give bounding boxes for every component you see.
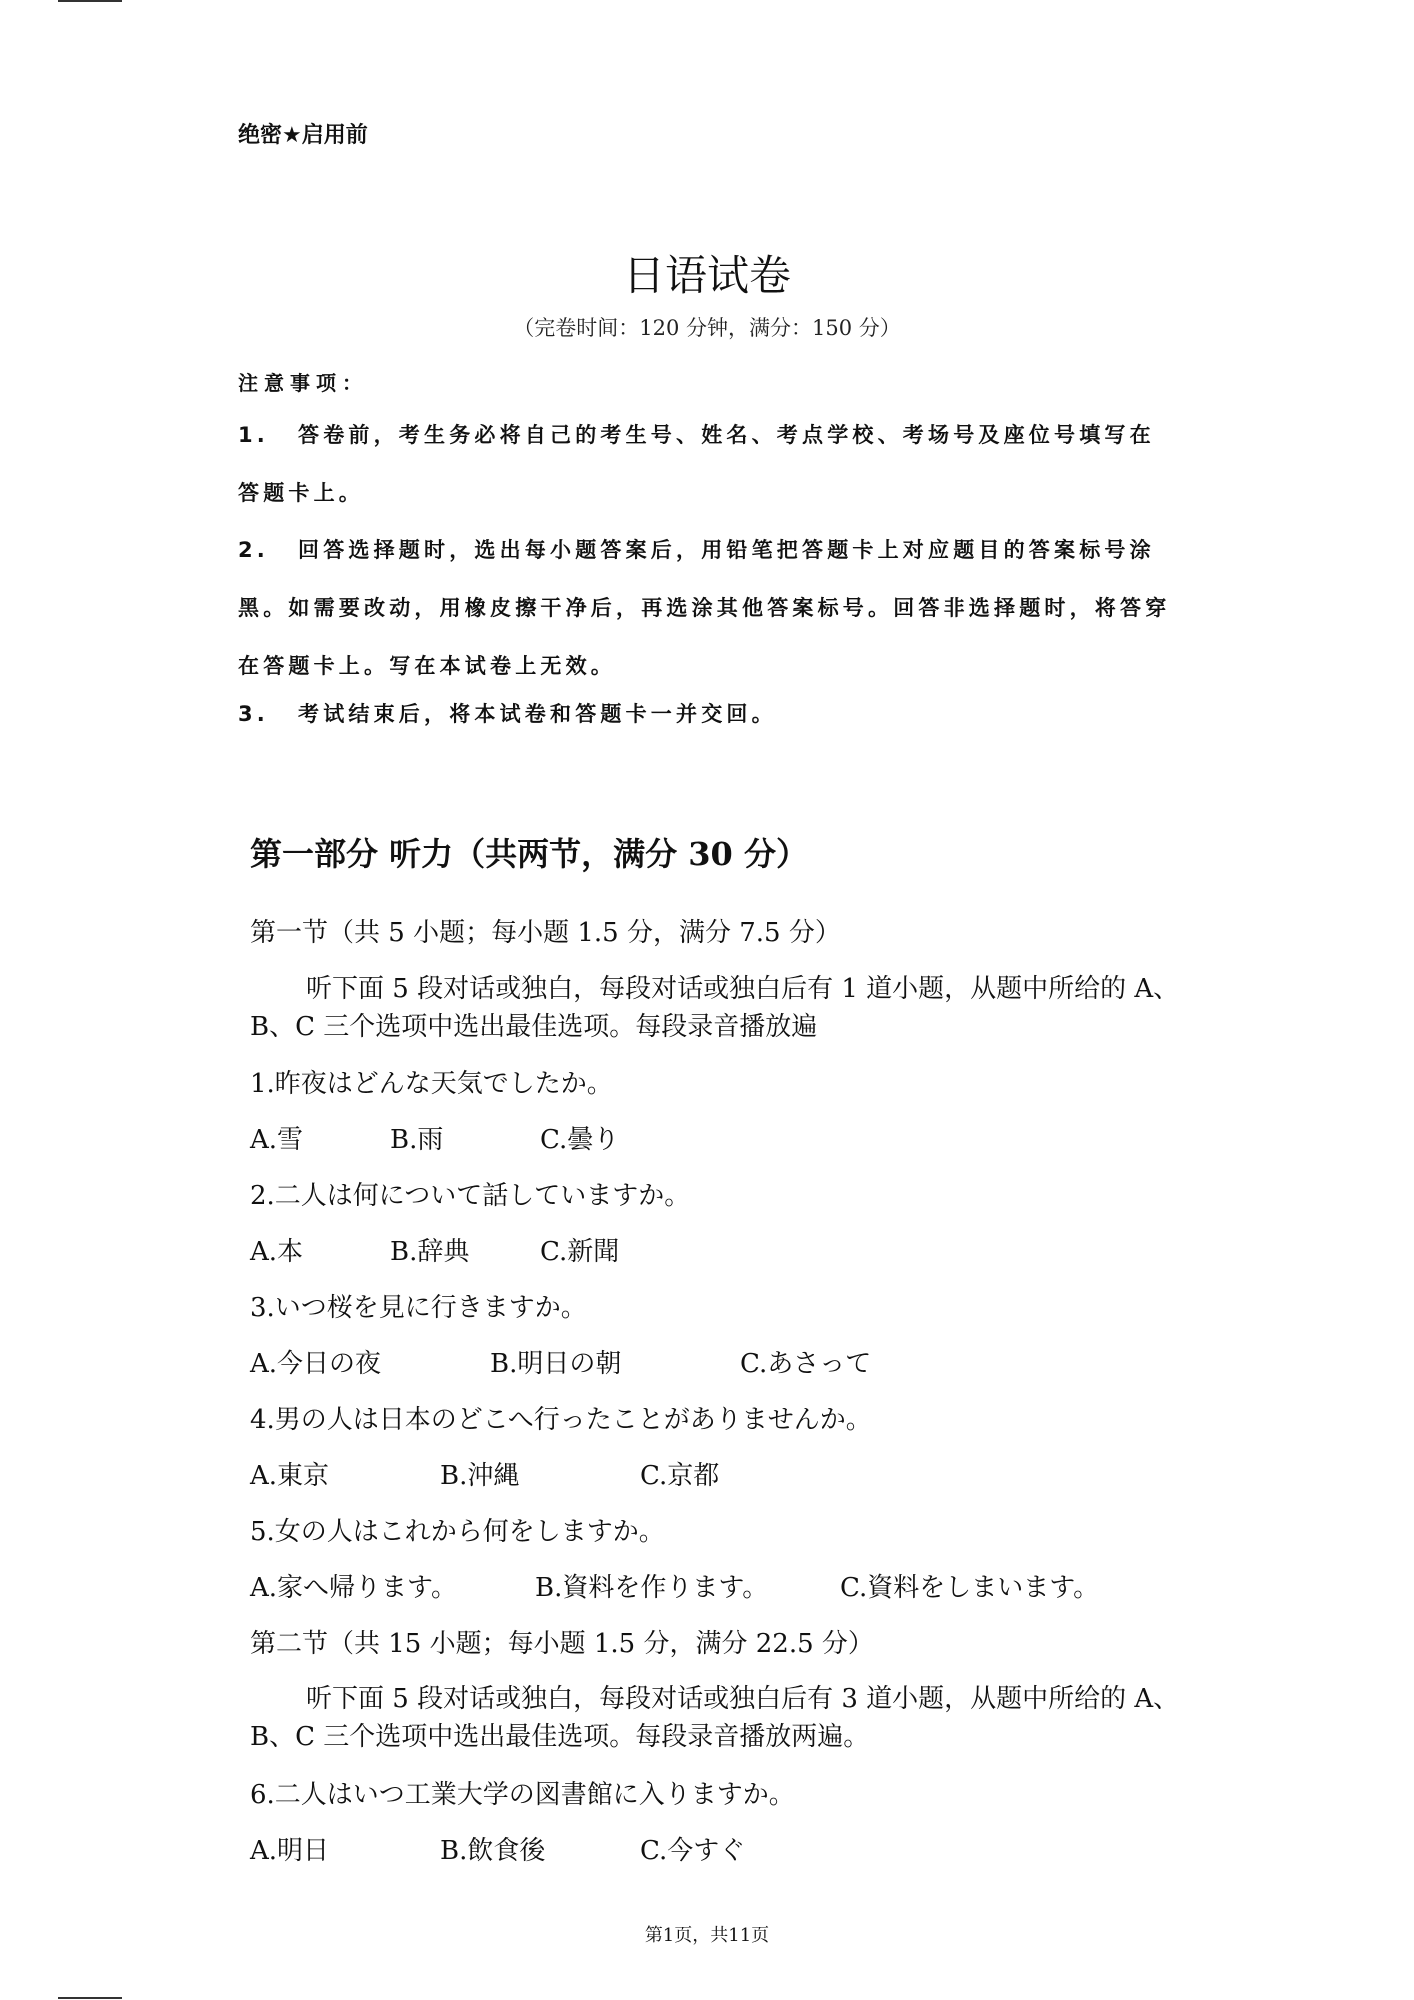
- option-c: C.新聞: [540, 1237, 620, 1267]
- option-a: A.東京: [250, 1461, 330, 1491]
- option-b: B.飲食後: [440, 1836, 546, 1866]
- note-item-2: [238, 521, 1178, 695]
- note-text: 答卷前，考生务必将自己的考生号、姓名、考点学校、考场号及座位号填写在答题卡上。: [238, 423, 1155, 505]
- question-2: 2.二人は何について話していますか。: [250, 1181, 691, 1211]
- section1-instruction: 听下面 5 段对话或独白，每段对话或独白后有 1 道小题，从题中所给的 A、B、C 三个选项中选出最佳选项。每段录音播放遍: [250, 974, 1180, 1042]
- question-6: 6.二人はいつ工業大学の図書館に入りますか。: [250, 1780, 795, 1810]
- option-c: C.京都: [640, 1461, 720, 1491]
- option-c: C.曇り: [540, 1125, 620, 1155]
- note-number: 3.: [238, 702, 269, 726]
- question-5: 5.女の人はこれから何をしますか。: [250, 1517, 665, 1547]
- option-a: A.本: [250, 1237, 304, 1267]
- exam-subtitle: （完卷时间：120 分钟，满分：150 分）: [513, 316, 901, 340]
- section1-heading: 第一节（共 5 小题；每小题 1.5 分，满分 7.5 分）: [250, 918, 841, 948]
- question-3: 3.いつ桜を見に行きますか。: [250, 1293, 587, 1323]
- option-a: A.明日: [250, 1836, 330, 1866]
- option-b: B.辞典: [390, 1237, 470, 1267]
- question-4: 4.男の人は日本のどこへ行ったことがありませんか。: [250, 1405, 872, 1435]
- note-item-3: [238, 685, 1178, 743]
- corner-mark-top: [58, 0, 122, 2]
- note-number: 1.: [238, 423, 269, 447]
- page-title: 日语试卷: [622, 251, 791, 300]
- option-c: C.資料をしまいます。: [840, 1573, 1100, 1603]
- option-c: C.今すぐ: [640, 1836, 746, 1866]
- page-footer: 第1页，共11页: [644, 1925, 770, 1946]
- note-text: 考试结束后，将本试卷和答题卡一并交回。: [298, 702, 777, 726]
- corner-mark-bottom: [58, 1997, 122, 1999]
- option-b: B.明日の朝: [490, 1349, 622, 1379]
- option-c: C.あさって: [740, 1349, 872, 1379]
- question-1: 1.昨夜はどんな天気でしたか。: [250, 1069, 613, 1099]
- section2-instruction: 听下面 5 段对话或独白，每段对话或独白后有 3 道小题，从题中所给的 A、B、C 三个选项中选出最佳选项。每段录音播放两遍。: [250, 1684, 1180, 1752]
- option-b: B.資料を作ります。: [535, 1573, 769, 1603]
- note-number: 2.: [238, 538, 269, 562]
- option-a: A.家へ帰ります。: [250, 1573, 457, 1603]
- option-b: B.沖縄: [440, 1461, 520, 1491]
- note-text: 回答选择题时，选出每小题答案后，用铅笔把答题卡上对应题目的答案标号涂黑。如需要改动，用橡皮擦干净后，再选涂其他答案标号。回答非选择题时，将答穿在答题卡上。写在本试卷上无效。: [238, 538, 1171, 678]
- note-item-1: [238, 406, 1178, 522]
- option-a: A.今日の夜: [250, 1349, 382, 1379]
- notes-heading: 注意事项：: [238, 371, 368, 395]
- section2-heading: 第二节（共 15 小题；每小题 1.5 分，满分 22.5 分）: [250, 1629, 874, 1659]
- part1-title: 第一部分 听力（共两节，满分 30 分）: [250, 835, 808, 873]
- confidential-label: 绝密★启用前: [238, 123, 368, 148]
- option-a: A.雪: [250, 1125, 304, 1155]
- option-b: B.雨: [390, 1125, 444, 1155]
